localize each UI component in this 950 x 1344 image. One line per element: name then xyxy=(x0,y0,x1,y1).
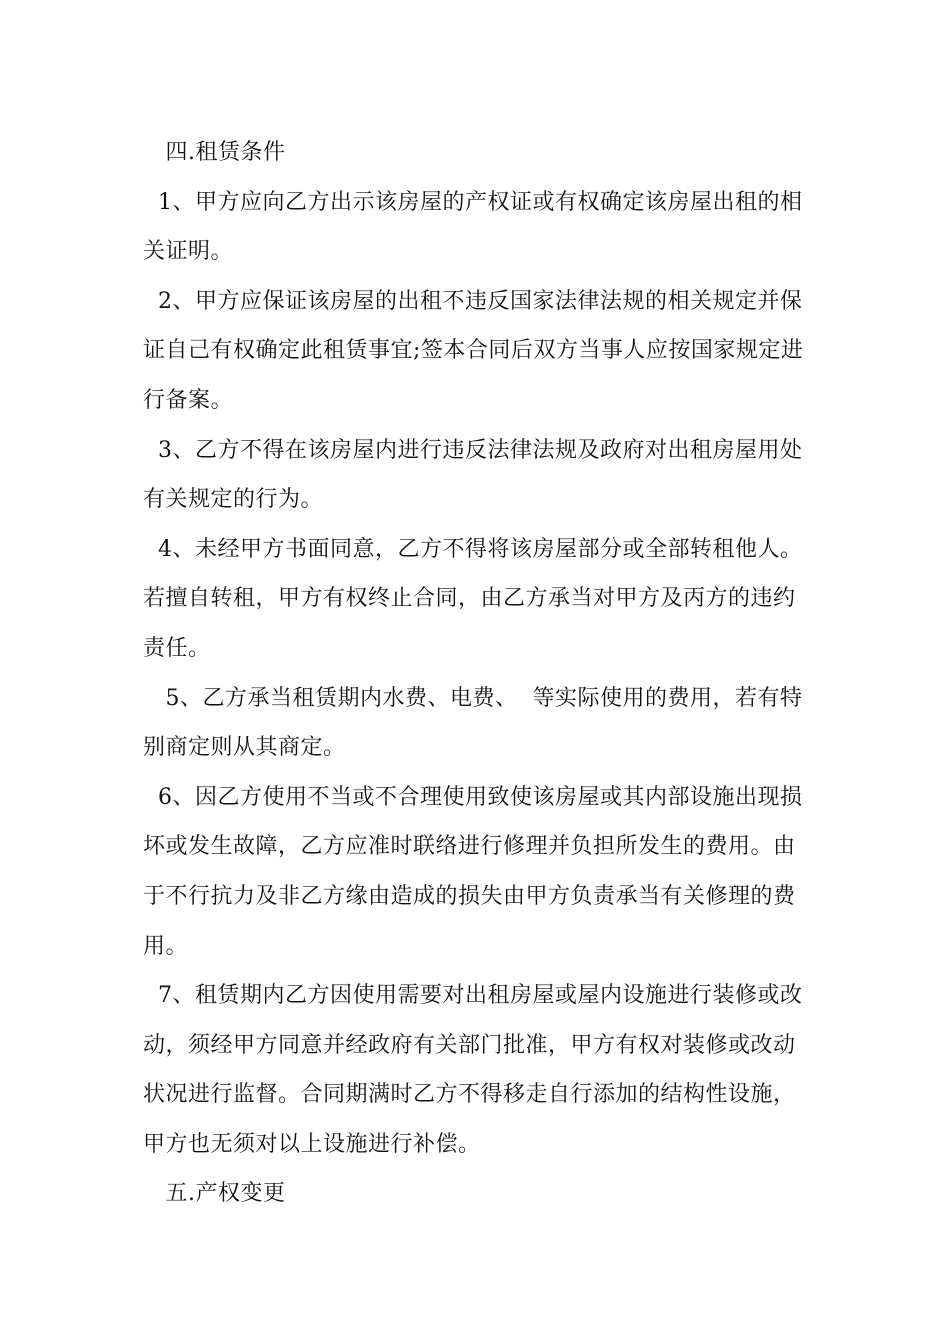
clause-5-line-2: 别商定则从其商定。 xyxy=(143,735,346,761)
clause-5-line-1: 5、乙方承当租赁期内水费、电费、 等实际使用的费用，若有特 xyxy=(143,685,803,711)
clause-2-line-1: 2、甲方应保证该房屋的出租不违反国家法律法规的相关规定并保 xyxy=(143,288,803,314)
clause-7-line-3: 状况进行监督。合同期满时乙方不得移走自行添加的结构性设施， xyxy=(143,1082,796,1108)
clause-4-line-1: 4、未经甲方书面同意，乙方不得将该房屋部分或全部转租他人。 xyxy=(143,536,803,562)
clause-3-line-1: 3、乙方不得在该房屋内进行违反法律法规及政府对出租房屋用处 xyxy=(143,437,803,463)
clause-1-line-1: 1、甲方应向乙方出示该房屋的产权证或有权确定该房屋出租的相 xyxy=(143,189,803,215)
clause-7-line-4: 甲方也无须对以上设施进行补偿。 xyxy=(143,1131,481,1157)
clause-4-line-2: 若擅自转租，甲方有权终止合同，由乙方承当对甲方及丙方的违约 xyxy=(143,586,796,612)
document-body xyxy=(143,128,809,1219)
clause-3-line-2: 有关规定的行为。 xyxy=(143,487,324,513)
clause-6-line-2: 坏或发生故障，乙方应准时联络进行修理并负担所发生的费用。由 xyxy=(143,834,796,860)
clause-2-line-2: 证自己有权确定此租赁事宜;签本合同后双方当事人应按国家规定进 xyxy=(143,338,804,364)
clause-7-line-1: 7、租赁期内乙方因使用需要对出租房屋或屋内设施进行装修或改 xyxy=(143,983,803,1009)
clause-7-line-2: 动，须经甲方同意并经政府有关部门批准，甲方有权对装修或改动 xyxy=(143,1032,796,1058)
clause-6-line-1: 6、因乙方使用不当或不合理使用致使该房屋或其内部设施出现损 xyxy=(143,784,803,810)
section-heading-lease-conditions: 四.租赁条件 xyxy=(143,140,286,165)
clause-2-line-3: 行备案。 xyxy=(143,387,234,413)
clause-6-line-3: 于不行抗力及非乙方缘由造成的损失由甲方负责承当有关修理的费 xyxy=(143,883,796,909)
clause-4-line-3: 责任。 xyxy=(143,635,211,661)
clause-1-line-2: 关证明。 xyxy=(143,239,234,265)
clause-6-line-4: 用。 xyxy=(143,933,189,959)
section-heading-property-change: 五.产权变更 xyxy=(143,1181,286,1207)
